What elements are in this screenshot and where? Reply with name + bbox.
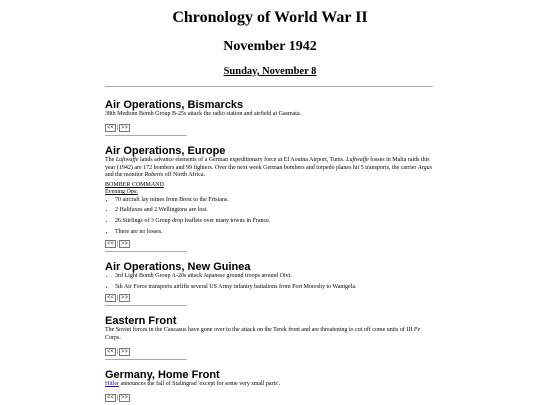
prev-button[interactable]: << (107, 349, 114, 356)
next-button[interactable]: >> (121, 395, 128, 402)
text-italic: Luftwaffe (346, 157, 369, 164)
europe-list (105, 197, 435, 237)
text-run: The (105, 157, 116, 164)
text-italic: Argus (417, 164, 433, 171)
prev-button[interactable]: << (107, 125, 114, 132)
text-run: lands advance elements of a German expeditionary force at El Aouina Airport, Tunis. (138, 157, 347, 164)
prev-button[interactable]: << (107, 395, 114, 402)
list-item: • 70 aircraft lay mines from Brest to the Frisians. (115, 197, 435, 204)
next-button[interactable]: >> (121, 125, 128, 132)
section-divider (105, 359, 187, 360)
next-button[interactable]: >> (121, 349, 128, 356)
nav-controls (105, 240, 435, 248)
section-text (105, 381, 435, 388)
list-item: • There are no losses. (115, 229, 435, 236)
hitler-link[interactable]: Hitler (105, 381, 119, 388)
section-title: Air Operations, Europe (105, 145, 226, 158)
section-title: Air Operations, New Guinea (105, 260, 251, 273)
prev-button[interactable]: << (107, 240, 114, 247)
section-divider (105, 305, 187, 306)
nav-separator: | (116, 394, 119, 402)
section-title: Air Operations, Bismarcks (105, 99, 244, 111)
nav-controls (105, 294, 435, 302)
title-block (0, 0, 540, 78)
section-germany (105, 369, 435, 402)
text-run: off North Africa. (163, 171, 206, 178)
text-run: losses in Malta raids this year (1942) are 172 bombers and 99 fighters. Over the next week German bombers and torpedo planes hit 5 transports, the carrier (105, 157, 430, 171)
section-new-guinea (105, 261, 435, 307)
section-europe (105, 145, 435, 252)
text-run: announces the fall of Stalingrad 'except for some very small parts'. (119, 381, 281, 388)
nav-controls (105, 394, 435, 402)
bomber-command-label: BOMBER COMMAND (105, 182, 164, 189)
page-title: Chronology of World War II (172, 9, 368, 26)
section-text: 38th Medium Bomb Group B-25s attack the radio station and airfield at Gasmata. (105, 111, 302, 117)
section-divider (105, 135, 187, 136)
text-italic: Luftwaffe (115, 157, 139, 164)
list-item: • 2 Halifaxes and 2 Wellingtons are lost. (115, 207, 435, 214)
next-button[interactable]: >> (121, 295, 128, 302)
section-eastern-front (105, 315, 435, 360)
new-guinea-list (105, 273, 435, 291)
text-run: and the monitor (105, 171, 145, 178)
list-item: • 3rd Light Bomb Group A-20s attack Japanese ground troops around Oivi. (115, 273, 435, 280)
prev-button[interactable]: << (107, 295, 114, 302)
section-divider (105, 251, 187, 252)
nav-controls (105, 124, 435, 132)
evening-ops-label: Evening Ops: (105, 189, 138, 196)
section-text (105, 157, 435, 179)
nav-separator: | (116, 239, 119, 247)
text-italic: Roberts (144, 171, 164, 178)
next-button[interactable]: >> (121, 240, 128, 247)
month-heading: November 1942 (223, 39, 317, 54)
nav-controls (105, 348, 435, 356)
list-item: • 5th Air Force transports airlifts several US Army infantry battalions from Port Moresby to Wanigela. (115, 284, 435, 291)
nav-separator: | (116, 124, 119, 132)
section-title: Germany, Home Front (105, 369, 220, 382)
text-italic: Pz (413, 327, 420, 334)
section-text (105, 327, 435, 342)
text-run: The Soviet forces in the Caucasus have gone over to the attack on the Terek front and are threatening to cut off come units of III (105, 327, 414, 334)
section-bismarcks (105, 99, 435, 136)
divider (105, 86, 433, 87)
nav-separator: | (116, 348, 119, 356)
nav-separator: | (116, 294, 119, 302)
text-run: Corps. (105, 334, 121, 341)
list-item: • 26 Stirlings of 3 Group drop leaflets over many towns in France. (115, 218, 435, 225)
date-heading: Sunday, November 8 (223, 66, 317, 77)
section-title: Eastern Front (105, 315, 177, 328)
